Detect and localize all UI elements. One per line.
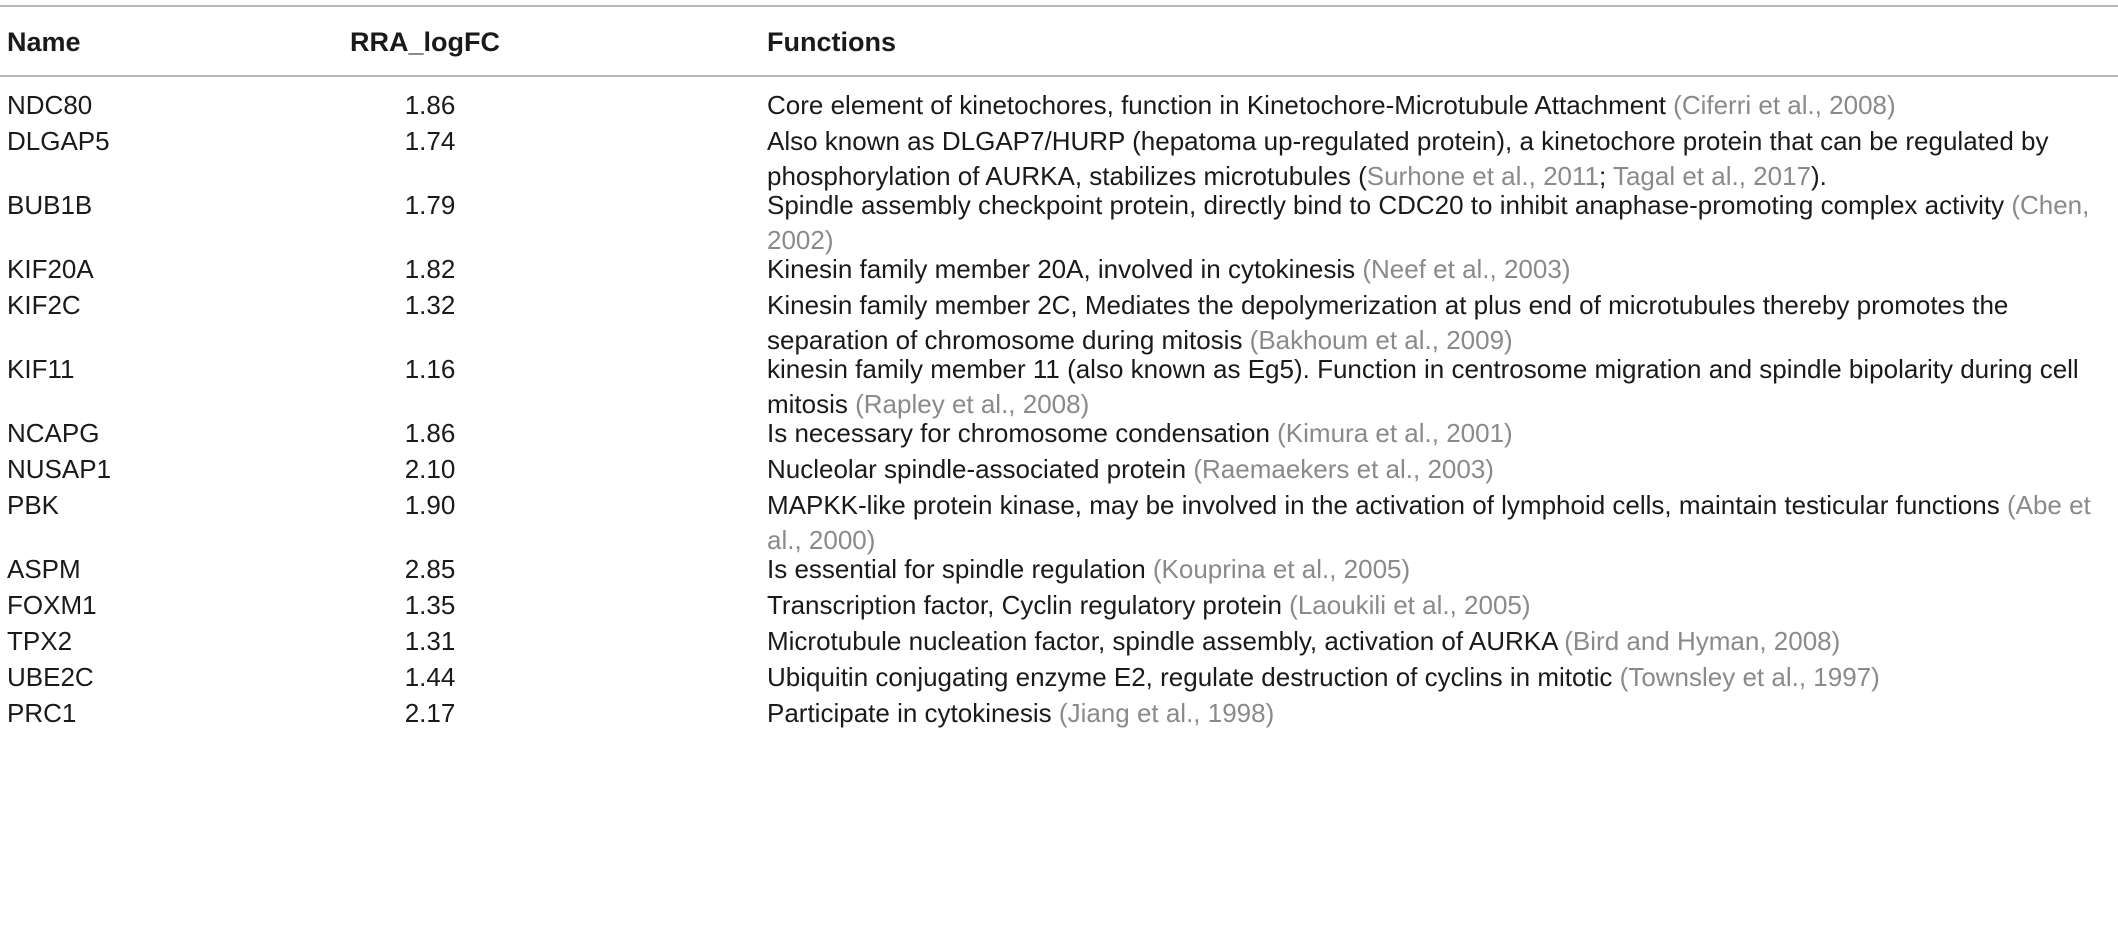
function-text: Ubiquitin conjugating enzyme E2, regulate destruction of cyclins in mitotic <box>767 662 1620 692</box>
gene-name-cell: NUSAP1 <box>7 454 112 484</box>
function-cell <box>767 488 2112 558</box>
table-row <box>0 352 2118 419</box>
function-cell <box>767 288 2112 358</box>
gene-name-cell: KIF11 <box>7 354 75 384</box>
table-header <box>0 7 2118 75</box>
function-text: Is necessary for chromosome condensation <box>767 418 1278 448</box>
function-text: MAPKK-like protein kinase, may be involved in the activation of lymphoid cells, maintain testicular functions <box>767 490 2007 520</box>
gene-name-cell: KIF20A <box>7 254 94 284</box>
function-text: Microtubule nucleation factor, spindle assembly, activation of AURKA <box>767 626 1565 656</box>
rra-logfc-cell: 1.32 <box>404 290 456 320</box>
rra-logfc-cell: 2.10 <box>404 454 456 484</box>
citation-link[interactable]: (Bird and Hyman, 2008) <box>1564 626 1841 656</box>
header-functions: Functions <box>767 27 896 57</box>
table-row <box>0 696 2118 732</box>
rra-logfc-cell: 1.90 <box>404 490 456 520</box>
rra-logfc-cell: 1.31 <box>404 626 456 656</box>
citation-link[interactable]: (Townsley et al., 1997) <box>1619 662 1880 692</box>
table-row <box>0 660 2118 696</box>
function-cell <box>767 88 2112 123</box>
gene-name-cell: FOXM1 <box>7 590 97 620</box>
citation-link[interactable]: Tagal et al., 2017 <box>1612 161 1812 191</box>
citation-link[interactable]: (Kimura et al., 2001) <box>1277 418 1513 448</box>
citation-link[interactable]: Surhone et al., 2011 <box>1366 161 1599 191</box>
table-row <box>0 188 2118 255</box>
function-text: Kinesin family member 2C, Mediates the depolymerization at plus end of microtubules thereby promotes the separation of chromosome during mitosis <box>767 290 2009 355</box>
table-row <box>0 124 2118 191</box>
function-text: Nucleolar spindle-associated protein <box>767 454 1194 484</box>
table-row <box>0 552 2118 588</box>
citation-link[interactable]: (Laoukili et al., 2005) <box>1289 590 1531 620</box>
citation-link[interactable]: (Chen, 2002) <box>767 190 2090 255</box>
function-cell <box>767 124 2112 194</box>
rra-logfc-cell: 1.74 <box>404 126 456 156</box>
gene-name-cell: BUB1B <box>7 190 93 220</box>
function-cell <box>767 696 2112 731</box>
table-row <box>0 252 2118 288</box>
rra-logfc-cell: 2.17 <box>404 698 456 728</box>
gene-name-cell: ASPM <box>7 554 81 584</box>
function-text: Kinesin family member 20A, involved in cytokinesis <box>767 254 1363 284</box>
rra-logfc-cell: 1.86 <box>404 90 456 120</box>
gene-name-cell: DLGAP5 <box>7 126 110 156</box>
gene-name-cell: PRC1 <box>7 698 77 728</box>
table-row <box>0 452 2118 488</box>
rra-logfc-cell: 1.82 <box>404 254 456 284</box>
rra-logfc-cell: 1.79 <box>404 190 456 220</box>
rra-logfc-cell: 1.16 <box>404 354 456 384</box>
table-row <box>0 488 2118 555</box>
table-row <box>0 416 2118 452</box>
citation-link[interactable]: (Kouprina et al., 2005) <box>1152 554 1411 584</box>
function-text: Core element of kinetochores, function in Kinetochore-Microtubule Attachment <box>767 90 1674 120</box>
table-row <box>0 88 2118 124</box>
function-cell <box>767 588 2112 623</box>
citation-link[interactable]: (Ciferri et al., 2008) <box>1673 90 1896 120</box>
table-body <box>0 88 2118 732</box>
gene-name-cell: NCAPG <box>7 418 100 448</box>
function-cell <box>767 416 2112 451</box>
citation-link[interactable]: (Raemaekers et al., 2003) <box>1193 454 1494 484</box>
function-text: Spindle assembly checkpoint protein, directly bind to CDC20 to inhibit anaphase-promoting complex activity <box>767 190 2012 220</box>
header-name: Name <box>7 27 81 57</box>
function-cell <box>767 660 2112 695</box>
citation-link[interactable]: (Abe et al., 2000) <box>767 490 2091 555</box>
table-row <box>0 588 2118 624</box>
rra-logfc-cell: 1.44 <box>404 662 456 692</box>
citation-link[interactable]: (Jiang et al., 1998) <box>1058 698 1275 728</box>
rra-logfc-cell: 1.35 <box>404 590 456 620</box>
function-cell <box>767 452 2112 487</box>
function-cell <box>767 188 2112 258</box>
function-cell <box>767 624 2112 659</box>
function-text: ; <box>1598 161 1613 191</box>
rra-logfc-cell: 1.86 <box>404 418 456 448</box>
function-text: Is essential for spindle regulation <box>767 554 1153 584</box>
rra-logfc-cell: 2.85 <box>404 554 456 584</box>
citation-link[interactable]: (Bakhoum et al., 2009) <box>1249 325 1513 355</box>
citation-link[interactable]: (Neef et al., 2003) <box>1362 254 1571 284</box>
gene-name-cell: KIF2C <box>7 290 81 320</box>
function-cell <box>767 252 2112 287</box>
function-cell <box>767 352 2112 422</box>
gene-name-cell: PBK <box>7 490 60 520</box>
function-text: Participate in cytokinesis <box>767 698 1059 728</box>
gene-name-cell: UBE2C <box>7 662 94 692</box>
function-text: ). <box>1811 161 1827 191</box>
function-text: kinesin family member 11 (also known as Eg5). Function in centrosome migration and spindle bipolarity during cell mitosis <box>767 354 2079 419</box>
citation-link[interactable]: (Rapley et al., 2008) <box>855 389 1090 419</box>
gene-name-cell: TPX2 <box>7 626 73 656</box>
header-rra-logfc: RRA_logFC <box>350 27 500 57</box>
function-text: Also known as DLGAP7/HURP (hepatoma up-regulated protein), a kinetochore protein that can be regulated by phosphorylation of AURKA, stabilizes microtubules ( <box>767 126 2049 191</box>
gene-name-cell: NDC80 <box>7 90 93 120</box>
table-row <box>0 624 2118 660</box>
header-rule <box>0 75 2118 77</box>
function-text: Transcription factor, Cyclin regulatory protein <box>767 590 1290 620</box>
table-row <box>0 288 2118 355</box>
function-cell <box>767 552 2112 587</box>
